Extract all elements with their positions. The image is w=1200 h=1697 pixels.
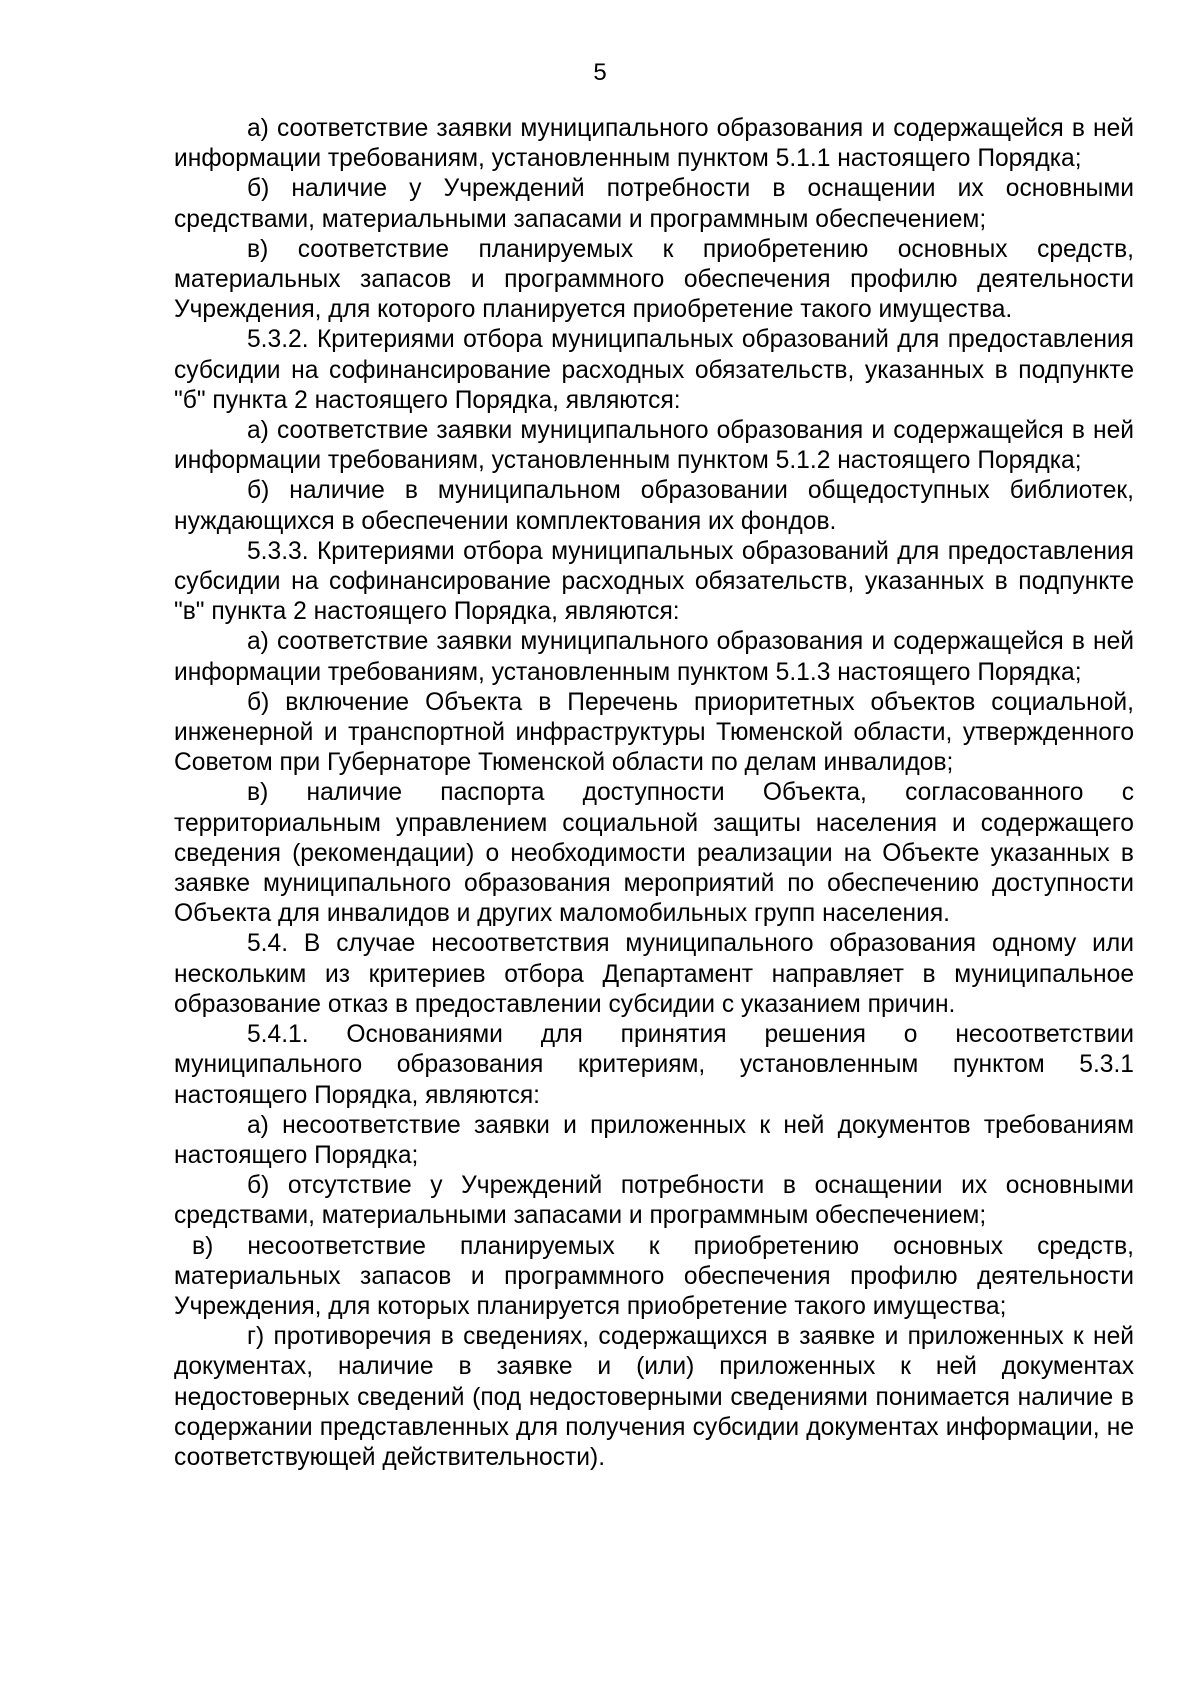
paragraph-5-3-3-v: в) наличие паспорта доступности Объекта, согласованного с территориальным управлением социальной защиты населения и содержащего сведения (рекомендации) о необходимости реализации на Объекте указанных в заявке муниципального образования мероприятий по обеспечению доступности Объекта для инвалидов и других маломобильных групп населения. <box>174 779 1134 928</box>
paragraph-5-4-1-g: г) противоречия в сведениях, содержащихся в заявке и приложенных к ней документах, наличие в заявке и (или) приложенных к ней документах недостоверных сведений (под недостоверными сведениями понимается наличие в содержании представленных для получения субсидии документах информации, не соответствующей действительности). <box>174 1323 1134 1471</box>
paragraph-5-3-3-a: а) соответствие заявки муниципального образования и содержащейся в ней информации требованиям, установленным пунктом 5.1.3 настоящего Порядка; <box>174 628 1134 686</box>
paragraph-5-4-1: 5.4.1. Основаниями для принятия решения о несоответствии муниципального образования критериям, установленным пунктом 5.3.1 настоящего Порядка, являются: <box>174 1021 1134 1109</box>
document-body <box>174 114 1134 1473</box>
page-number: 5 <box>593 59 607 86</box>
paragraph-5-4-1-v: в) несоответствие планируемых к приобретению основных средств, материальных запасов и программного обеспечения профилю деятельности Учреждения, для которых планируется приобретение такого имущества; <box>174 1232 1134 1320</box>
paragraph-5-3-1-v: в) соответствие планируемых к приобретению основных средств, материальных запасов и программного обеспечения профилю деятельности Учреждения, для которого планируется приобретение такого имущества. <box>174 235 1134 324</box>
paragraph-5-4-1-b: б) отсутствие у Учреждений потребности в оснащении их основными средствами, материальными запасами и программным обеспечением; <box>174 1172 1134 1230</box>
paragraph-5-4: 5.4. В случае несоответствия муниципального образования одному или нескольким из критериев отбора Департамент направляет в муниципальное образование отказ в предоставлении субсидии с указанием причин. <box>174 930 1134 1018</box>
paragraph-5-3-2: 5.3.2. Критериями отбора муниципальных образований для предоставления субсидии на софинансирование расходных обязательств, указанных в подпункте "б" пункта 2 настоящего Порядка, являются: <box>174 326 1134 414</box>
paragraph-5-3-3: 5.3.3. Критериями отбора муниципальных образований для предоставления субсидии на софинансирование расходных обязательств, указанных в подпункте "в" пункта 2 настоящего Порядка, являются: <box>174 537 1134 626</box>
paragraph-5-3-2-b: б) наличие в муниципальном образовании общедоступных библиотек, нуждающихся в обеспечении комплектования их фондов. <box>174 477 1134 535</box>
paragraph-5-3-3-b: б) включение Объекта в Перечень приоритетных объектов социальной, инженерной и транспортной инфраструктуры Тюменской области, утвержденного Советом при Губернаторе Тюменской области по делам инвалидов; <box>174 688 1134 777</box>
paragraph-5-3-1-b: б) наличие у Учреждений потребности в оснащении их основными средствами, материальными запасами и программным обеспечением; <box>174 175 1134 233</box>
paragraph-5-3-1-a: а) соответствие заявки муниципального образования и содержащейся в ней информации требованиям, установленным пунктом 5.1.1 настоящего Порядка; <box>174 115 1134 173</box>
paragraph-5-3-2-a: а) соответствие заявки муниципального образования и содержащейся в ней информации требованиям, установленным пунктом 5.1.2 настоящего Порядка; <box>174 417 1134 475</box>
paragraph-5-4-1-a: а) несоответствие заявки и приложенных к ней документов требованиям настоящего Порядка; <box>174 1111 1134 1169</box>
